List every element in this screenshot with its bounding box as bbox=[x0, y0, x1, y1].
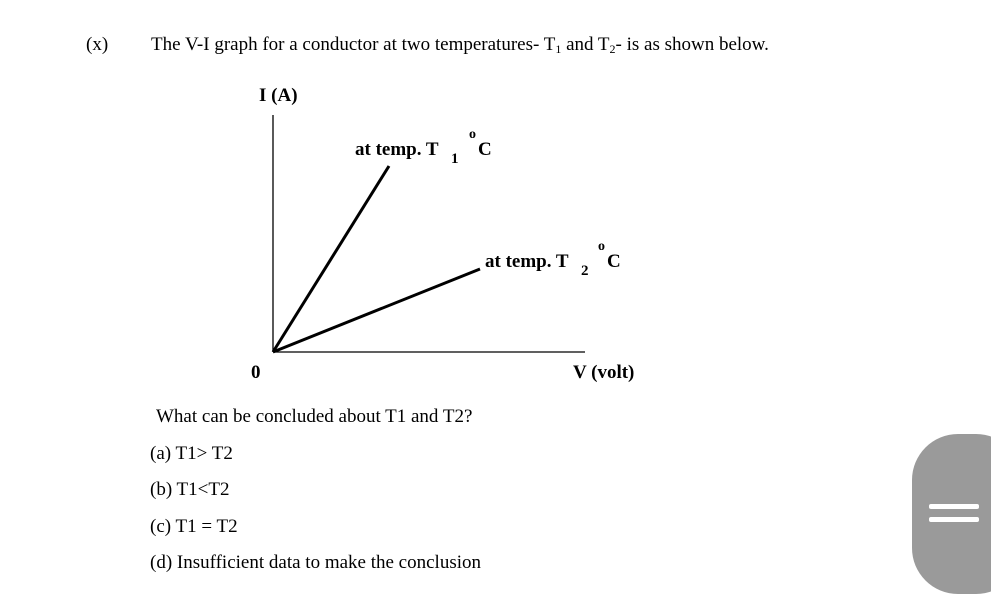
intro-part-3: - is as shown below. bbox=[615, 34, 769, 55]
option-c[interactable]: (c) T1 = T2 bbox=[150, 516, 238, 537]
intro-part-2: and T bbox=[561, 34, 610, 55]
line-t2-subscript: 2 bbox=[581, 263, 589, 279]
line-t2 bbox=[273, 269, 480, 352]
option-a[interactable]: (a) T1> T2 bbox=[150, 443, 233, 464]
t2-subscript: 2 bbox=[609, 42, 616, 56]
line-t1 bbox=[273, 166, 389, 352]
question-prompt: What can be concluded about T1 and T2? bbox=[156, 406, 473, 427]
drag-handle-icon bbox=[929, 500, 979, 526]
t1-subscript: 1 bbox=[555, 42, 562, 56]
origin-label: 0 bbox=[251, 362, 261, 383]
y-axis-label: I (A) bbox=[259, 85, 298, 106]
side-drawer-handle[interactable] bbox=[912, 434, 991, 594]
line-t1-label: at temp. T bbox=[355, 139, 439, 160]
x-axis-label: V (volt) bbox=[573, 362, 635, 383]
line-t1-degree: o bbox=[469, 127, 476, 142]
line-t2-unit: C bbox=[607, 251, 621, 272]
line-t2-label: at temp. T bbox=[485, 251, 569, 272]
question-number: (x) bbox=[86, 34, 109, 55]
option-b[interactable]: (b) T1<T2 bbox=[150, 479, 230, 500]
line-t1-subscript: 1 bbox=[451, 151, 459, 167]
option-d[interactable]: (d) Insufficient data to make the conclusion bbox=[150, 552, 481, 573]
line-t2-degree: o bbox=[598, 239, 605, 254]
intro-part-1: The V-I graph for a conductor at two temperatures- T bbox=[151, 34, 556, 55]
line-t1-unit: C bbox=[478, 139, 492, 160]
